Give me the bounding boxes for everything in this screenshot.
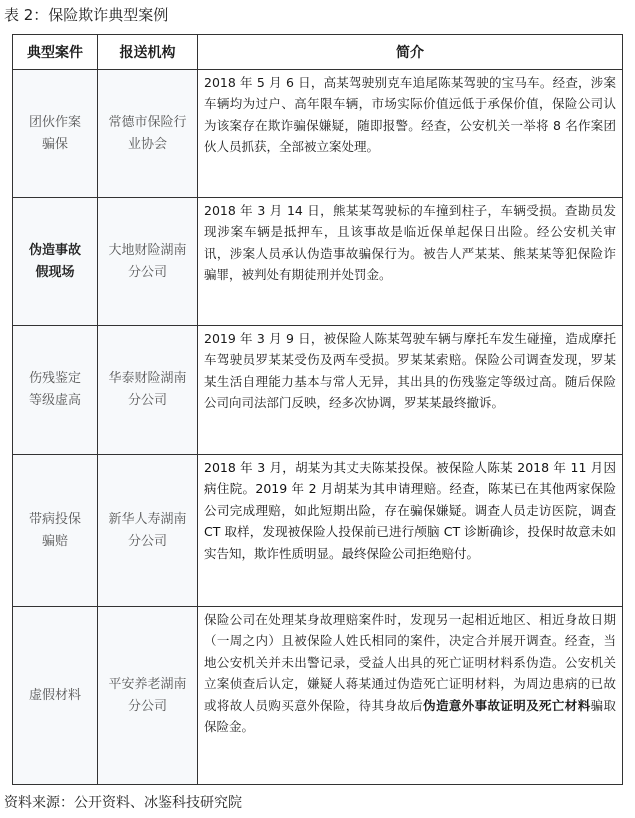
agency-name: 常德市保险行业协会 — [98, 70, 198, 198]
agency-name: 华泰财险湖南分公司 — [98, 326, 198, 455]
agency-name: 大地财险湖南分公司 — [98, 198, 198, 326]
case-name: 伤残鉴定等级虚高 — [13, 326, 98, 455]
case-description: 2018 年 5 月 6 日，高某驾驶别克车追尾陈某驾驶的宝马车。经查，涉案车辆均为过户、高年限车辆，市场实际价值远低于承保价值，保险公司认为该案存在欺诈骗保嫌疑，随即报警。经查，公安机关一举将 8 名作案团伙人员抓获，全部被立案处理。 — [198, 70, 623, 198]
agency-name: 平安养老湖南分公司 — [98, 607, 198, 785]
table-row — [13, 455, 623, 607]
table-header-row — [13, 35, 623, 70]
case-name: 团伙作案骗保 — [13, 70, 98, 198]
table-caption: 表 2：保险欺诈典型案例 — [4, 6, 169, 24]
table-row — [13, 198, 623, 326]
case-description: 2019 年 3 月 9 日，被保险人陈某驾驶车辆与摩托车发生碰撞，造成摩托车驾驶员罗某某受伤及两车受损。罗某某索赔。保险公司调查发现，罗某某生活自理能力基本与常人无异，其出具的伤残鉴定等级过高。随后保险公司向司法部门反映，经多次协调，罗某某最终撤诉。 — [198, 326, 623, 455]
case-name: 虚假材料 — [13, 607, 98, 785]
source-note: 资料来源：公开资料、冰鉴科技研究院 — [4, 795, 242, 811]
case-name: 带病投保骗赔 — [13, 455, 98, 607]
agency-name: 新华人寿湖南分公司 — [98, 455, 198, 607]
table-row — [13, 70, 623, 198]
fraud-cases-table — [12, 34, 623, 785]
case-description: 2018 年 3 月，胡某为其丈夫陈某投保。被保险人陈某 2018 年 11 月因病住院。2019 年 2 月胡某为其申请理赔。经查，陈某已在其他两家保险公司完成理赔，如此短期出险，存在骗保嫌疑。调查人员走访医院，调查 CT 取样，发现被保险人投保前已进行颅脑 CT 诊断确诊，投保时故意未如实告知，欺诈性质明显。最终保险公司拒绝赔付。 — [198, 455, 623, 607]
header-case: 典型案件 — [13, 35, 98, 70]
case-description-text: 骗取保险金。 — [204, 697, 616, 735]
header-agency: 报送机构 — [98, 35, 198, 70]
case-name: 伪造事故假现场 — [13, 198, 98, 326]
case-description-text: 保险公司在处理某身故理赔案件时，发现另一起相近地区、相近身故日期（一周之内）且被保险人姓氏相同的案件，决定合并展开调查。经查，当地公安机关并未出警记录，受益人出具的死亡证明材料系伪造。公安机关立案侦查后认定，嫌疑人蒋某通过伪造死亡证明材料，为周边患病的已故或将故人员购买意外保险，待其身故后 — [204, 612, 616, 713]
header-description: 简介 — [198, 35, 623, 70]
table-row — [13, 326, 623, 455]
highlighted-phrase: 伪造意外事故证明及死亡材料 — [423, 697, 591, 713]
case-description: 2018 年 3 月 14 日，熊某某驾驶标的车撞到柱子，车辆受损。查勘员发现涉案车辆是抵押车，且该事故是临近保单起保日出险。经公安机关审讯，涉案人员承认伪造事故骗保行为。被告人严某某、熊某某等犯保险诈骗罪，被判处有期徒刑并处罚金。 — [198, 198, 623, 326]
table-row — [13, 607, 623, 785]
case-description — [198, 607, 623, 785]
